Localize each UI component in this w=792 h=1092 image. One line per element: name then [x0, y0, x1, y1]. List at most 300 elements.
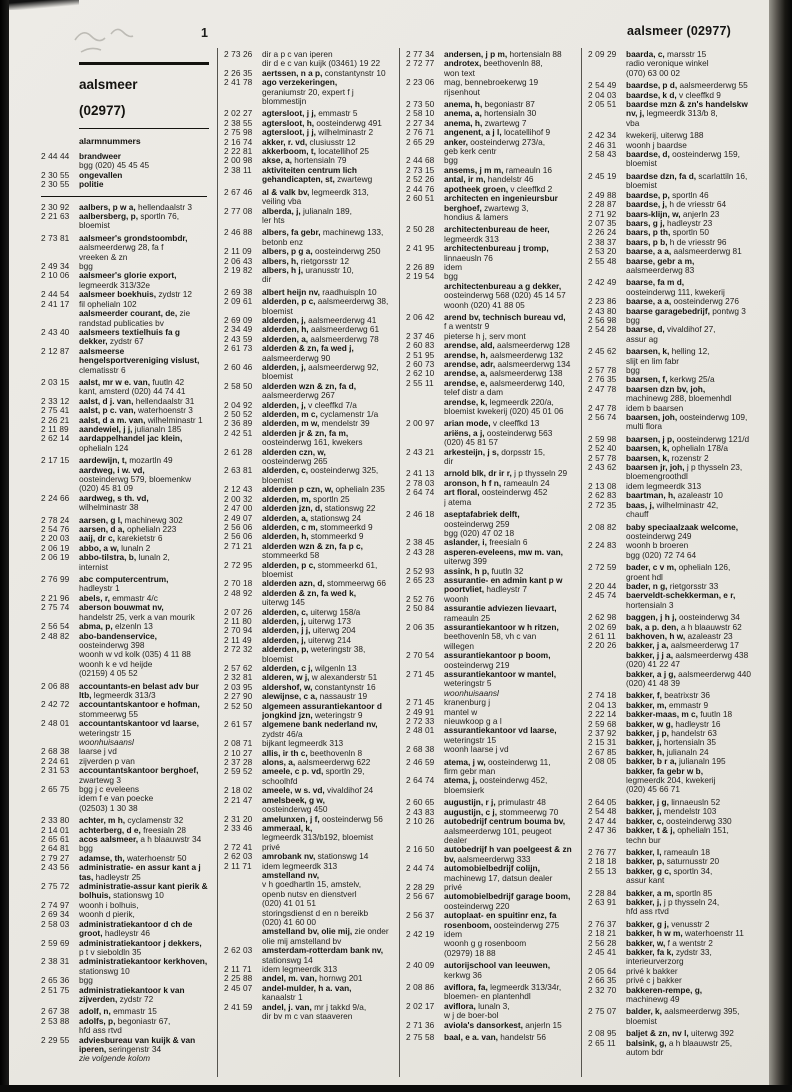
phone-number: 2 61 73	[224, 343, 253, 354]
phone-number: 2 40 09	[406, 960, 435, 971]
subscriber-text: arendse, ald, aalsmeerderwg 128	[444, 341, 570, 351]
phone-number: 2 58 03	[41, 918, 70, 929]
phone-number: 2 17 15	[41, 455, 70, 466]
phone-number: 2 77 34	[406, 49, 435, 59]
phone-number: 2 26 89	[406, 261, 435, 272]
phone-number: 2 09 61	[224, 296, 253, 307]
directory-entry	[224, 589, 395, 608]
phone-number: 2 21 96	[41, 592, 70, 603]
subscriber-text: kranenburg j	[444, 698, 491, 708]
phone-number: 2 46 18	[406, 509, 435, 520]
phone-number: 2 62 03	[224, 945, 253, 956]
phone-number: 2 58 10	[406, 108, 435, 119]
subscriber-text: automobielbedrijf colijn, machinewg 17, datsun dealer	[444, 864, 553, 883]
phone-number: 2 27 90	[224, 691, 253, 702]
subscriber-text: androtex, beethovenln 88, won text	[444, 59, 543, 78]
subscriber-text: atema, j w, oosteinderwg 11, firm gebr man	[444, 757, 551, 777]
directory-entry	[41, 456, 213, 465]
directory-entry	[588, 563, 759, 582]
phone-number: 2 69 38	[224, 286, 253, 297]
subscriber-text: pieterse h j, serv mont	[444, 331, 526, 341]
phone-number: 2 47 78	[588, 402, 617, 413]
phone-number: 2 47 44	[588, 815, 617, 826]
subscriber-text: aseptafabriek delft, oosteinderwg 259 bgg (020) 47 02 18	[444, 510, 520, 538]
phone-number: 2 43 28	[406, 546, 435, 557]
phone-number: 2 11 80	[224, 615, 252, 626]
subscriber-text: baars, p b, h de vriesstr 96	[626, 237, 727, 247]
phone-number: 2 43 62	[588, 462, 617, 473]
directory-entry	[588, 1007, 759, 1026]
phone-number: 2 20 03	[41, 533, 70, 544]
phone-number: 2 12 43	[224, 484, 253, 495]
subscriber-text: baarsen, joh, oosteinderwg 109, multi flora	[626, 413, 748, 432]
subscriber-text: agtersloot, h, oosteinderwg 491	[262, 118, 382, 128]
phone-number: 2 55 13	[588, 865, 617, 876]
entries-list-2	[224, 50, 395, 1021]
phone-number: 2 65 75	[41, 784, 70, 794]
phone-number: 2 42 34	[588, 130, 617, 141]
phone-number: 2 54 49	[588, 80, 617, 91]
phone-number: 2 00 32	[224, 493, 253, 504]
phone-number: 2 16 74	[224, 136, 253, 147]
directory-entry	[588, 172, 759, 191]
book-binding-edge	[0, 0, 9, 1092]
phone-number: 2 45 41	[588, 946, 617, 957]
subscriber-text: achter, m h, cyclamenstr 32	[79, 816, 184, 826]
subscriber-text: idem legmeerdk 313	[262, 861, 338, 871]
subscriber-text: abbo, a w, lunaln 2	[79, 543, 151, 553]
directory-entry	[406, 776, 577, 795]
subscriber-text: aldershof, w, constantynstr 16	[262, 682, 376, 692]
subscriber-text: bakker, b r a, julianaln 195	[626, 757, 726, 767]
subscriber-text: baarsen, k, rozenstr 2	[626, 453, 709, 463]
directory-entry	[406, 892, 577, 911]
subscriber-text: anema, a, hortensialn 30	[444, 109, 537, 119]
phone-number: 2 64 05	[588, 796, 617, 807]
subscriber-text: assurantiekantoor w mantel, weteringstr 5 woonhuisaansl	[444, 670, 557, 698]
directory-entry	[41, 434, 213, 453]
phone-number: 2 73 26	[224, 49, 253, 59]
directory-entry	[224, 228, 395, 247]
phone-number: 2 22 81	[224, 146, 253, 157]
subscriber-text: antal, ir m, handelstr 46	[444, 175, 534, 185]
subscriber-text: alderden & zn, fa wed j, aalsmeerderwg 90	[262, 344, 354, 363]
subscriber-text: aardewijn, t, mozartln 49	[79, 456, 173, 466]
phone-number: 2 76 71	[406, 127, 435, 138]
directory-entry	[224, 561, 395, 580]
phone-number: 2 76 35	[588, 374, 617, 385]
subscriber-text: aaij, dr c, karekietstr 6	[79, 534, 163, 544]
phone-number: 2 30 55	[41, 179, 70, 190]
subscriber-text: albers, h, rietgorsstr 12	[262, 256, 350, 266]
subscriber-text: arendse, a, aalsmeerderwg 138	[444, 369, 563, 379]
directory-entry	[406, 419, 577, 428]
subscriber-text: bakker, t & j, ophelialn 151, techn bur	[626, 826, 729, 845]
town-area-code: (02977)	[79, 103, 126, 118]
phone-number: 2 18 18	[588, 856, 617, 867]
phone-number: 2 46 59	[406, 756, 435, 767]
phone-number: 2 46 88	[224, 227, 253, 238]
phone-number: 2 75 98	[224, 127, 253, 138]
phone-number: 2 33 46	[224, 822, 253, 833]
subscriber-text: al & valk bv, legmeerdk 313, veiling vba	[262, 187, 369, 207]
directory-entry	[41, 575, 213, 594]
subscriber-text: alderen, w j, w alexanderstr 51	[262, 673, 378, 683]
phone-number: 2 73 81	[41, 232, 70, 243]
phone-number: 2 71 45	[406, 697, 435, 708]
subscriber-text: adviesbureau van kuijk & van iperen, seringenstr 34 zie volgende kolom	[79, 1035, 196, 1064]
subscriber-text: arendse, k, legmeerdk 220/a, bloemist kwekerij (020) 45 01 06	[444, 397, 564, 417]
directory-entry	[588, 670, 759, 689]
directory-entry	[41, 271, 213, 290]
subscriber-text: woonh b broeren bgg (020) 72 74 64	[626, 541, 697, 560]
directory-entry	[406, 864, 577, 883]
phone-number: 2 37 92	[588, 728, 617, 739]
phone-number: 2 09 29	[588, 49, 617, 59]
subscriber-text: aslander, i, freesialn 6	[444, 538, 528, 548]
subscriber-text: bgg	[444, 156, 458, 166]
phone-number: 2 10 27	[224, 747, 253, 758]
subscriber-text: architecten en ingenieursbur berghoef, zwartewg 3, hondius & lamers	[444, 194, 558, 222]
subscriber-text: baardse, k d, v cleeffkd 9	[626, 90, 721, 100]
subscriber-text: privé	[262, 842, 280, 852]
subscriber-text: agtersloot, j j, wilhelminastr 2	[262, 128, 374, 138]
page-stack-edge	[769, 0, 792, 1092]
subscriber-text: baarsen, f, kerkwg 25/a	[626, 375, 715, 385]
directory-entry	[588, 257, 759, 276]
subscriber-text: baardse, p, sportln 46	[626, 190, 709, 200]
subscriber-text: bakker, w, f a wentstr 2	[626, 938, 713, 948]
phone-number: 2 28 87	[588, 199, 617, 210]
directory-entry	[224, 363, 395, 382]
subscriber-text: bader, c v m, ophelialn 126, groent hdl	[626, 563, 731, 582]
phone-number: 2 62 83	[588, 490, 617, 501]
directory-entry	[406, 510, 577, 538]
subscriber-text: bakhoven, h w, azaleastr 23	[626, 631, 733, 641]
subscriber-text: aalst, p c. van, waterhoenstr 3	[79, 406, 193, 416]
phone-number: 2 53 88	[41, 1015, 70, 1026]
phone-number: 2 14 01	[41, 824, 70, 835]
phone-number: 2 65 36	[41, 975, 70, 986]
directory-entry	[406, 651, 577, 670]
scan-bottom-edge	[0, 1085, 792, 1092]
subscriber-text: administratiekantoor kerkhoven, stationswg 10	[79, 957, 208, 976]
subscriber-text: aarsen, g l, machinewg 302	[79, 515, 183, 525]
subscriber-text: privé	[444, 882, 462, 892]
phone-number: 2 79 27	[41, 852, 70, 863]
phone-number: 2 02 27	[224, 108, 253, 119]
directory-entry	[224, 542, 395, 561]
phone-number: 2 04 03	[588, 89, 617, 100]
subscriber-text: fil ophelialn 102	[79, 299, 137, 309]
subscriber-text: baarse, fa m d, oosteinderwg 111, kwekerij	[626, 278, 725, 297]
phone-number: 2 11 89	[41, 423, 69, 434]
subscriber-text: mag, bennebroekerwg 19 rijsenhout	[444, 78, 539, 97]
phone-number: 2 47 36	[588, 825, 617, 836]
subscriber-text: bak, a p. den, a h blaauwstr 62	[626, 622, 742, 632]
directory-entry	[41, 920, 213, 939]
directory-entry	[588, 948, 759, 967]
directory-entry	[406, 911, 577, 930]
phone-number: 2 04 13	[588, 699, 617, 710]
phone-number: 2 63 81	[224, 465, 253, 476]
subscriber-text: bakker, m, emmastr 9	[626, 700, 709, 710]
phone-number: 2 44 76	[406, 183, 435, 194]
phone-number: 2 72 35	[588, 499, 617, 510]
phone-number: 2 08 05	[588, 756, 617, 767]
subscriber-text: baarse garagebedrijf, pontwg 3	[626, 306, 746, 316]
phone-number: 2 03 95	[224, 681, 253, 692]
directory-entry	[406, 548, 577, 567]
phone-number: 2 57 78	[588, 365, 617, 375]
phone-number: 2 60 83	[406, 340, 435, 351]
subscriber-text: baardse dzn, fa d, scarlattiln 16, bloemist	[626, 171, 748, 191]
phone-number: 2 47 78	[588, 383, 617, 394]
phone-number: 2 56 06	[224, 531, 253, 542]
directory-entry	[406, 745, 577, 754]
subscriber-text: baljet & zn, nv l, uiterwg 392	[626, 1029, 734, 1039]
phone-number: 2 23 06	[406, 77, 435, 88]
phone-number: 2 20 26	[588, 640, 617, 651]
phone-number: 2 32 70	[588, 984, 617, 995]
phone-number: 2 43 40	[41, 326, 70, 337]
subscriber-text: bakker, j g, linnaeusln 52	[626, 797, 721, 807]
phone-number: 2 38 55	[224, 117, 253, 128]
phone-number: 2 24 66	[41, 492, 70, 503]
subscriber-text: bakker, p, saturnusstr 20	[626, 857, 720, 867]
phone-number: 2 28 29	[406, 881, 435, 892]
phone-number: 2 76 77	[588, 846, 617, 857]
column-4	[581, 48, 763, 1077]
directory-entry	[588, 767, 759, 795]
phone-number: 2 44 68	[406, 155, 435, 166]
subscriber-text: autobedrijf centrum bouma bv, aalsmeerderwg 101, peugeot dealer	[444, 817, 566, 845]
subscriber-text: alderden, m c, cyclamenstr 1/a	[262, 410, 379, 420]
subscriber-text: adolf, n, emmastr 15	[79, 1007, 157, 1017]
subscriber-text: idem b baarsen	[626, 403, 684, 413]
directory-entry	[224, 429, 395, 448]
subscriber-text: bgg	[79, 844, 93, 854]
phone-number: 2 43 83	[406, 806, 435, 817]
subscriber-text: assurantiekantoor p boom, oosteinderwg 219	[444, 651, 551, 670]
directory-entry	[224, 166, 395, 185]
phone-number: 2 41 17	[41, 298, 70, 309]
subscriber-text: acos aalsmeer, a h blaauwstr 34	[79, 835, 202, 845]
phone-number: 2 58 50	[224, 380, 253, 391]
subscriber-text: baas, j, wilhelminastr 42, chauff	[626, 500, 719, 520]
phone-number: 2 18 21	[588, 928, 617, 939]
phone-number: 2 10 26	[406, 816, 435, 827]
subscriber-text: baerveldt-schekkerman, e r, hortensialn 3	[626, 591, 736, 610]
phone-number: 2 71 36	[406, 1019, 435, 1030]
directory-entry	[406, 726, 577, 745]
subscriber-text: aviola's dansorkest, anjerln 15	[444, 1020, 562, 1030]
phone-number: 2 68 38	[41, 746, 70, 757]
header-rule-thick	[79, 62, 209, 65]
subscriber-text: alderden, c, uiterwg 158/a	[262, 607, 361, 617]
column-2	[217, 48, 399, 1077]
phone-number: 2 00 98	[224, 155, 253, 166]
subscriber-text: albert heijn nv, raadhuispln 10	[262, 287, 377, 297]
directory-entry	[41, 700, 213, 719]
directory-entry	[406, 448, 577, 467]
subscriber-text: aalst, d j. van, hellendaalstr 31	[79, 396, 195, 406]
subscriber-text: woonh d pierik,	[79, 910, 135, 920]
phone-number: 2 00 97	[406, 418, 435, 429]
subscriber-text: aktiviteiten centrum lich gehandicapten, st, zwartewg	[262, 165, 373, 185]
column-1	[35, 48, 217, 1077]
phone-number: 2 21 63	[41, 211, 70, 222]
directory-entry	[588, 150, 759, 169]
phone-number: 2 03 15	[41, 376, 70, 387]
subscriber-text: alewijnse, c a, nassaustr 19	[262, 692, 368, 702]
subscriber-text: autobedrijf h van poelgeest & zn bv, aalsmeerderwg 333	[444, 845, 572, 864]
subscriber-text: alderden, j j, uiterwg 204	[262, 626, 356, 636]
alarm-entries-list	[41, 152, 213, 190]
subscriber-text: accountantskantoor e hofman, stommeerwg 55	[79, 700, 200, 719]
phone-number: 2 52 50	[224, 700, 253, 711]
phone-number: 2 42 49	[588, 277, 617, 288]
phone-number: 2 16 50	[406, 844, 435, 855]
phone-number: 2 60 51	[406, 193, 435, 204]
phone-number: 2 52 26	[406, 174, 435, 185]
subscriber-text: amrobank nv, stationswg 14	[262, 852, 369, 862]
phone-number: 2 68 38	[406, 744, 435, 755]
subscriber-text: bakker, j, hortensialn 35	[626, 738, 716, 748]
subscriber-text: anema, h, zwartewg 7	[444, 118, 527, 128]
phone-number: 2 18 02	[224, 785, 253, 796]
subscriber-text: baarsen, k, ophelialn 178/a	[626, 444, 728, 454]
subscriber-text: alderden, p c, aalsmeerderwg 38, bloemist	[262, 297, 389, 316]
directory-entry	[224, 645, 395, 664]
subscriber-text: amelunxen, j f, oosteinderwg 56	[262, 814, 383, 824]
subscriber-text: laarse j vd	[79, 747, 117, 757]
phone-number: 2 67 38	[41, 1006, 70, 1017]
section-separator-rule	[41, 196, 207, 197]
phone-number: 2 22 14	[588, 709, 617, 720]
subscriber-text: aertssen, n a p, constantynstr 10	[262, 68, 386, 78]
phone-number: 2 64 74	[406, 487, 435, 498]
phone-number: 2 06 19	[41, 552, 70, 563]
phone-number: 2 57 78	[588, 452, 617, 463]
phone-number: 2 06 43	[224, 255, 253, 266]
phone-number: 2 32 81	[224, 672, 253, 683]
phone-number: 2 56 98	[588, 314, 617, 325]
phone-number: 2 59 98	[588, 433, 617, 444]
directory-entry	[406, 604, 577, 623]
directory-entry	[406, 1002, 577, 1021]
subscriber-text: bakker, j p, handelstr 63	[626, 729, 717, 739]
subscriber-text: bakker, l, rameauln 18	[626, 847, 710, 857]
subscriber-text: bgg	[626, 315, 640, 325]
subscriber-text: baby speciaalzaak welcome, oosteinderwg 249	[626, 522, 739, 541]
phone-number: 2 41 59	[224, 1001, 253, 1012]
phone-number: 2 69 34	[41, 909, 70, 920]
subscriber-text: aviflora, fa, legmeerdk 313/34r, bloemen- en plantenhdl	[444, 983, 562, 1002]
subscriber-text: albers, p g a, oosteinderwg 250	[262, 247, 381, 257]
subscriber-text: anker, oosteinderwg 273/a, geb kerk centr	[444, 137, 546, 157]
phone-number: 2 54 48	[588, 806, 617, 817]
phone-number: 2 75 41	[41, 405, 70, 416]
subscriber-text: alderden & zn, fa wed k, uiterwg 145	[262, 588, 357, 608]
subscriber-text: alderden jzn, d, stationswg 22	[262, 504, 376, 514]
subscriber-text: baardse, j, h de vriesstr 64	[626, 200, 727, 210]
phone-number: 2 56 06	[224, 521, 253, 532]
phone-number: 2 07 26	[224, 606, 253, 617]
subscriber-text: arend bv, technisch bureau vd, f a wentstr 9	[444, 312, 566, 332]
subscriber-text: art floral, oosteinderwg 452 j atema	[444, 488, 548, 507]
subscriber-text: autoplaat- en spuitinr enz, fa rosenboom, oosteinderwg 275	[444, 911, 560, 930]
subscriber-text: andel, j. van, mr j takkd 9/a, dir bv m c van staaveren	[262, 1002, 367, 1022]
phone-number: 2 72 59	[588, 562, 617, 573]
subscriber-text: bakker, fa gebr w b, legmeerdk 204, kwekerij (020) 45 66 71	[626, 766, 716, 795]
directory-entry	[406, 983, 577, 1002]
phone-number: 2 50 84	[406, 603, 435, 614]
phone-number: 2 72 41	[224, 841, 253, 852]
subscriber-text: alderden p czn, w, ophelialn 235	[262, 485, 385, 495]
subscriber-text: alderden, h, aalsmeerderwg 61	[262, 325, 380, 335]
directory-entry	[41, 466, 213, 494]
subscriber-text: bakker, g c, sportln 34, assur kant	[626, 866, 713, 886]
directory-entry	[406, 670, 577, 698]
phone-number: 2 10 06	[41, 270, 70, 281]
subscriber-text: akkerboom, t, locatellihof 25	[262, 147, 369, 157]
subscriber-text: alderden azn, d, stommeerwg 66	[262, 579, 387, 589]
subscriber-text: apotheek groen, v cleeffkd 2	[444, 184, 553, 194]
subscriber-text: andel-mulder, h a. van, kanaalstr 1	[262, 983, 352, 1003]
subscriber-text: bader, n g, rietgorsstr 33	[626, 581, 719, 591]
directory-entry	[41, 682, 213, 701]
directory-entry	[406, 138, 577, 157]
subscriber-text: baggen, j h j, oosteinderwg 34	[626, 613, 740, 623]
subscriber-text: baarse, gebr a m, aalsmeerderwg 83	[626, 256, 695, 275]
subscriber-text: baardse, d, oosteinderwg 159, bloemist	[626, 150, 740, 169]
directory-entry	[406, 244, 577, 263]
directory-entry	[406, 1021, 577, 1030]
subscriber-text: bgg	[444, 272, 458, 282]
directory-entry	[588, 413, 759, 432]
subscriber-text: bakker-maas, m c, fuutln 18	[626, 710, 733, 720]
directory-entry	[224, 824, 395, 843]
subscriber-text: baartman, h, azaleastr 10	[626, 491, 723, 501]
phone-number: 2 72 95	[224, 559, 253, 570]
phone-number: 2 71 92	[588, 208, 617, 219]
subscriber-text: administratiekantoor k van zijverden, zydstr 72	[79, 985, 185, 1004]
directory-entry	[406, 78, 577, 97]
subscriber-text: agtersloot, j j, emmastr 5	[262, 109, 358, 119]
subscriber-text: baars, p th, sportln 50	[626, 228, 710, 238]
subscriber-text: autorijschool van leeuwen, kerkwg 36	[444, 961, 551, 980]
subscriber-text: alderden wzn & zn, fa p c, stommeerkd 58	[262, 541, 363, 561]
entries-list-4	[588, 50, 759, 1057]
phone-number: 2 78 24	[41, 514, 70, 525]
subscriber-text: abc computercentrum, hadleystr 1	[79, 575, 169, 594]
subscriber-text: automobielbedrijf garage boom, oosteinderwg 220	[444, 892, 571, 911]
phone-number: 2 69 09	[224, 314, 253, 325]
subscriber-text: bakker, h, julianaln 24	[626, 747, 709, 757]
directory-entry	[41, 1017, 213, 1036]
subscriber-text: albers, fa gebr, machinewg 133, betonb enz	[262, 228, 384, 247]
phone-number: 2 36 89	[224, 418, 253, 429]
subscriber-text: arendse, adr, aalsmeerderwg 134	[444, 360, 571, 369]
phone-number: 2 52 76	[406, 593, 435, 604]
subscriber-text: bakker, g j, venusstr 2	[626, 919, 710, 929]
subscriber-text: administratie- en assur kant a j tas, hadleystr 25	[79, 863, 201, 882]
directory-entry	[224, 382, 395, 401]
directory-entry	[588, 523, 759, 542]
subscriber-text: algemene bank nederland nv, zydstr 46/a	[262, 720, 378, 739]
directory-entry	[224, 702, 395, 721]
